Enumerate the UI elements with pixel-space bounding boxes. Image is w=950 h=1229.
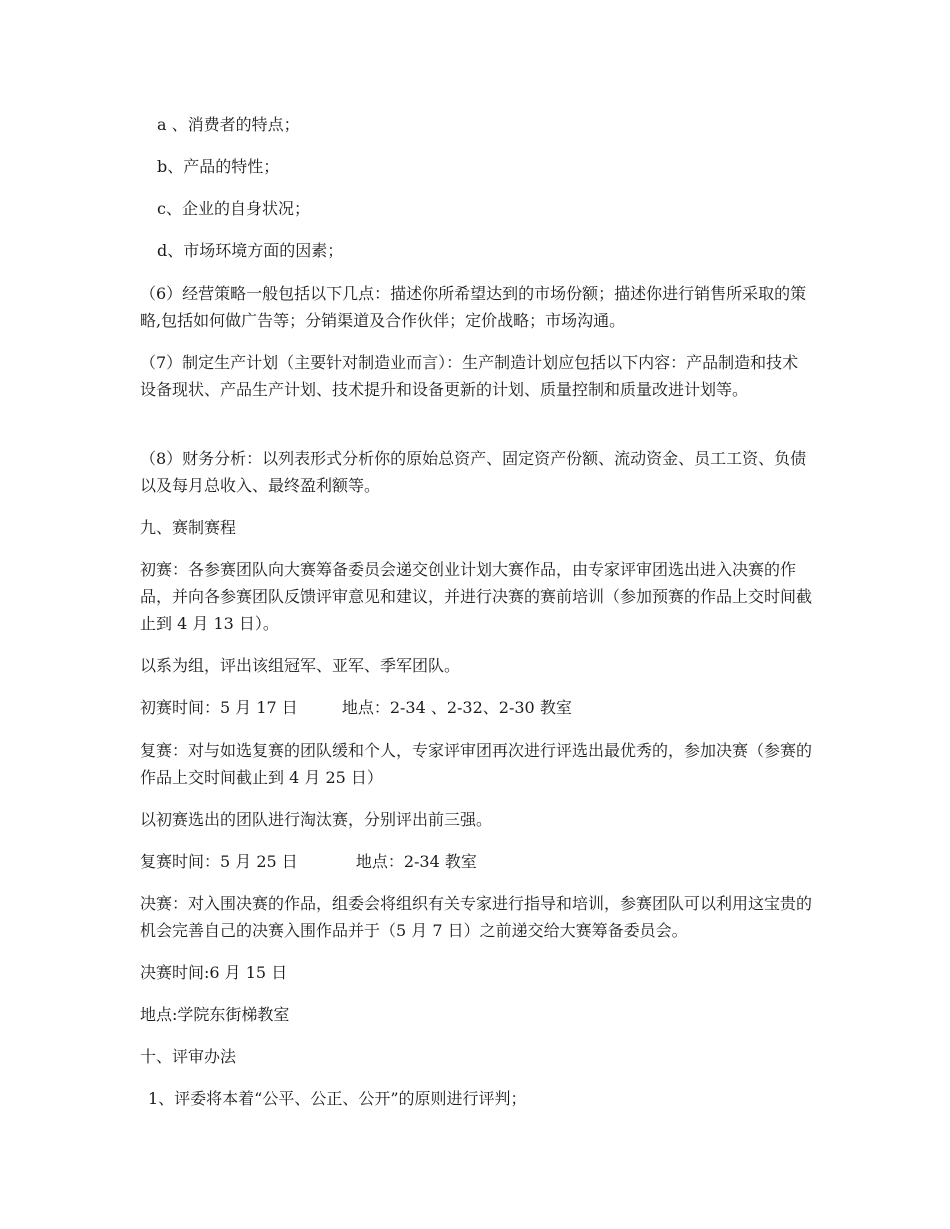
paragraph-item-8: （8）财务分析：以列表形式分析你的原始总资产、固定资产份额、流动资金、员工工资、负债以及每月总收入、最终盈利额等。 bbox=[140, 449, 807, 495]
elimination-text: 以初赛选出的团队进行淘汰赛，分别评出前三强。 bbox=[140, 810, 493, 829]
list-item-d: d、市场环境方面的因素； bbox=[157, 241, 344, 260]
semi-schedule bbox=[140, 848, 820, 875]
final-place: 地点:学院东街梯教室 bbox=[140, 1005, 290, 1024]
paragraph-item-7: （7）制定生产计划（主要针对制造业而言）：生产制造计划应包括以下内容：产品制造和技术设备现状、产品生产计划、技术提升和设备更新的计划、质量控制和质量改进计划等。 bbox=[140, 353, 799, 399]
group-rule-text: 以系为组，评出该组冠军、亚军、季军团队。 bbox=[140, 656, 461, 675]
prelim-schedule bbox=[140, 694, 820, 721]
semi-place: 地点：2-34 教室 bbox=[355, 852, 477, 871]
paragraph-final: 决赛：对入围决赛的作品，组委会将组织有关专家进行指导和培训，参赛团队可以利用这宝贵的机会完善自己的决赛入围作品并于（5 月 7 日）之前递交给大赛筹备委员会。 bbox=[140, 894, 813, 940]
list-item-b: b、产品的特性； bbox=[157, 157, 280, 176]
section-10-heading: 十、评审办法 bbox=[140, 1047, 237, 1066]
section-9-heading: 九、赛制赛程 bbox=[140, 518, 237, 537]
paragraph-item-6: （6）经营策略一般包括以下几点：描述你所希望达到的市场份额；描述你进行销售所采取的策略,包括如何做广告等；分销渠道及合作伙伴；定价战略；市场沟通。 bbox=[140, 284, 807, 330]
final-time: 决赛时间:6 月 15 日 bbox=[140, 963, 288, 982]
rule-1-text: 1、评委将本着“公平、公正、公开”的原则进行评判； bbox=[148, 1089, 527, 1108]
paragraph-semifinal: 复赛：对与如选复赛的团队缓和个人，专家评审团再次进行评选出最优秀的，参加决赛（参赛的作品上交时间截止到 4 月 25 日） bbox=[140, 741, 813, 787]
list-item-c: c、企业的自身状况； bbox=[157, 199, 310, 218]
prelim-place: 地点：2-34 、2-32、2-30 教室 bbox=[341, 698, 572, 717]
prelim-time: 初赛时间：5 月 17 日 bbox=[140, 698, 298, 717]
list-item-a: a 、消费者的特点； bbox=[157, 115, 300, 134]
semi-time: 复赛时间：5 月 25 日 bbox=[140, 852, 298, 871]
paragraph-preliminary: 初赛：各参赛团队向大赛筹备委员会递交创业计划大赛作品，由专家评审团选出进入决赛的作品，并向各参赛团队反馈评审意见和建议，并进行决赛的赛前培训（参加预赛的作品上交时间截止到 4 月 13 日）。 bbox=[140, 560, 813, 633]
